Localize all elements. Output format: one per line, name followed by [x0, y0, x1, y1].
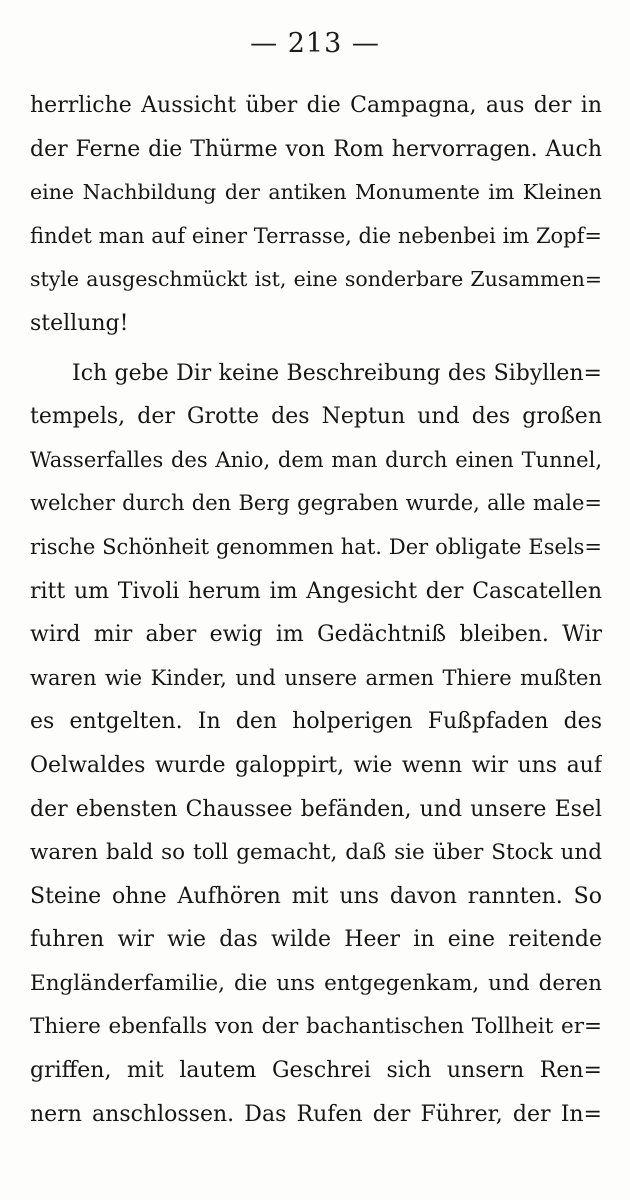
text-line: style ausgeschmückt ist, eine sonderbare Zusammen=	[30, 267, 602, 292]
text-line: es entgelten. In den holperigen Fußpfaden des	[30, 709, 602, 735]
text-line: fuhren wir wie das wilde Heer in eine reitende	[30, 927, 602, 953]
text-line: wird mir aber ewig im Gedächtniß bleiben. Wir	[30, 622, 602, 648]
page-number: — 213 —	[250, 28, 380, 59]
text-line: waren wie Kinder, und unsere armen Thiere mußten	[30, 665, 602, 690]
paragraph-first-line: Ich gebe Dir keine Beschreibung des Sibyllen=	[72, 360, 602, 386]
text-line: der Ferne die Thürme von Rom hervorragen. Auch	[30, 136, 602, 162]
text-line: der ebensten Chaussee befänden, und unsere Esel	[30, 796, 602, 822]
text-line: Oelwaldes wurde galoppirt, wie wenn wir uns auf	[30, 752, 602, 778]
text-line: welcher durch den Berg gegraben wurde, alle male=	[30, 491, 602, 516]
text-line: eine Nachbildung der antiken Monumente im Kleinen	[30, 180, 602, 205]
text-line: Steine ohne Aufhören mit uns davon rannten. So	[30, 883, 602, 909]
text-line: Wasserfalles des Anio, dem man durch einen Tunnel,	[30, 447, 602, 472]
text-line: rische Schönheit genommen hat. Der obligate Esels=	[30, 534, 602, 559]
text-line: tempels, der Grotte des Neptun und des großen	[30, 404, 602, 430]
text-line: griffen, mit lautem Geschrei sich unsern Ren=	[30, 1058, 602, 1084]
text-line: findet man auf einer Terrasse, die nebenbei im Zopf=	[30, 223, 602, 248]
text-line: Thiere ebenfalls von der bachantischen Tollheit er=	[30, 1014, 602, 1040]
text-line: ritt um Tivoli herum im Angesicht der Cascatellen	[30, 578, 602, 604]
text-line: waren bald so toll gemacht, daß sie über Stock und	[30, 840, 602, 866]
text-line: herrliche Aussicht über die Campagna, aus der in	[30, 93, 602, 118]
text-line: nern anschlossen. Das Rufen der Führer, der In=	[30, 1101, 602, 1127]
body-text	[30, 84, 602, 1136]
paragraph-end-line: stellung!	[30, 310, 129, 336]
text-line: Engländerfamilie, die uns entgegenkam, und deren	[30, 970, 602, 996]
